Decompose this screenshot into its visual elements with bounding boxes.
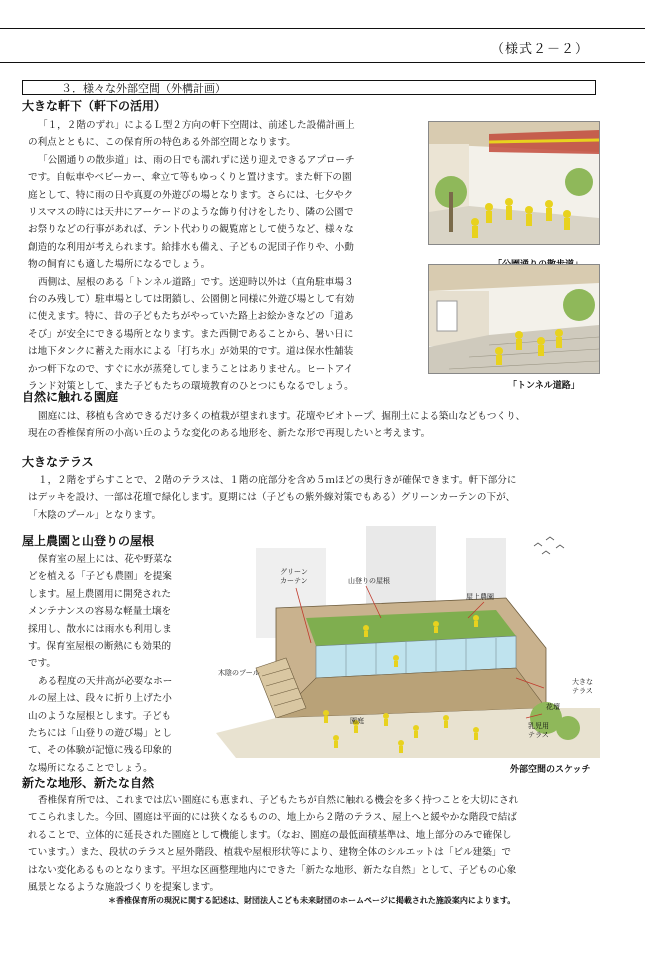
tunnel-road-sketch — [428, 264, 600, 374]
sketch-label-text: 大きな — [572, 678, 593, 686]
park-walkway-illustration — [429, 122, 599, 244]
terrace-line: 「木陰のプール」となります。 — [28, 509, 162, 521]
eaves-line: 西側は、屋根のある「トンネル道路」です。送迎時以外は（直角駐車場３ — [38, 276, 354, 288]
eaves-line: ランド対策として、また子どもたちの環境教育のひとつにもなるでしょう。 — [28, 381, 354, 393]
eaves-line: かつ軒下なので、すぐに水が蒸発してしまうことはありません。ヒートアイ — [28, 363, 354, 375]
roof-line: ある程度の天井高が必要なホー — [38, 675, 173, 687]
eaves-heading: 大きな軒下（軒下の活用） — [22, 99, 167, 113]
roof-line: 山のような屋根とします。子ども — [28, 710, 172, 722]
terrace-line: １，２階をずらすことで、２階のテラスは、１階の庇部分を含め５ｍほどの奥行きが確保できます。軒下部分に — [38, 475, 517, 486]
eaves-line: 庭として、特に雨の日や真夏の外遊びの場となります。さらには、七夕やク — [28, 189, 354, 201]
sketch-label-text: テラス — [572, 687, 593, 695]
sketch-label-big-terrace — [572, 678, 593, 696]
terrain-body — [28, 792, 608, 896]
garden-heading: 自然に触れる園庭 — [22, 390, 119, 404]
sketch-label-text: カーテン — [280, 577, 308, 585]
terrace-body — [28, 472, 608, 524]
garden-line: 現在の香椎保育所の小高い丘のような変化のある地形を、新たな形で再現したいと考えます。 — [28, 428, 431, 440]
roof-line: 保育室の屋上には、花や野菜な — [38, 554, 173, 565]
eaves-line: お祭りなどの行事があれば、テント代わりの観覧席として使うなど、様々な — [28, 224, 354, 236]
sketch-label-shade-pool: 木陰のプール — [218, 669, 260, 677]
eaves-line: 物の飼育にも適した場所になるでしょう。 — [28, 259, 211, 271]
sketch-label-mountain-roof: 山登りの屋根 — [348, 577, 390, 585]
header-rule — [0, 62, 645, 63]
terrain-heading: 新たな地形、新たな自然 — [22, 776, 155, 790]
roof-line: ルの屋上は、段々に折り上げた小 — [28, 693, 172, 705]
roof-line: します。屋上農園用に開発された — [28, 588, 172, 600]
form-number: （様式２－２） — [490, 42, 589, 57]
terrain-line: ています。）また、段状のテラスと屋外階段、植栽や屋根形状等により、建物全体のシルエットは「ビル建築」で — [28, 847, 511, 859]
eaves-line: 台のみ残して）駐車場としては閉鎖し、公園側と同様に外遊び場として有効 — [28, 294, 355, 306]
roof-line: て、その体験が記憶に残る印象的 — [28, 745, 172, 757]
terrace-heading: 大きなテラス — [22, 455, 94, 469]
sketch-label-text: 乳児用 — [528, 722, 549, 730]
terrain-line: 風景となるような施設づくりを提案します。 — [28, 882, 220, 894]
roof-body — [28, 551, 222, 777]
roof-line: たちには「山登りの遊び場」とし — [28, 728, 172, 740]
eaves-line: 「１，２階のずれ」によるＬ型２方向の軒下空間は、前述した設備計画上 — [38, 120, 355, 131]
terrace-line: はデッキを設け、一部は花壇で緑化します。夏期には（子どもの紫外線対策でもある）グリーンカーテンの下が、 — [28, 492, 516, 504]
sketch-label-flowerbed: 花壇 — [546, 703, 560, 711]
section-title: ３．様々な外部空間（外構計画） — [22, 80, 596, 95]
footnote: ＊香椎保育所の現況に関する記述は、財団法人こども未来財団のホームページに掲載された施設案内によります。 — [108, 896, 516, 905]
sketch-label-infant-terrace — [528, 722, 549, 740]
roof-line: な場所になることでしょう。 — [28, 762, 153, 774]
eaves-line: リスマスの時には天井にアーケードのような飾り付けをしたり、隣の公園で — [28, 207, 354, 219]
roof-line: です。 — [28, 658, 57, 670]
terrain-line: てこられました。今回、園庭は平面的には狭くなるものの、地上から２階のテラス、屋上へと緩やかな階段で結ば — [28, 812, 517, 824]
sketch-label-garden: 園庭 — [350, 717, 364, 725]
roof-line: メンテナンスの容易な軽量土壌を — [28, 606, 172, 618]
eaves-line: の利点とともに、この保育所の特色ある外部空間となります。 — [28, 137, 296, 149]
roof-heading: 屋上農園と山登りの屋根 — [22, 534, 155, 548]
eaves-line: 「公園通りの散歩道」は、雨の日でも濡れずに送り迎えできるアプローチ — [38, 154, 355, 166]
garden-line: 園庭には、移植も含めできるだけ多くの植栽が望まれます。花壇やビオトープ、掘削土による築山などもつくり、 — [38, 411, 526, 422]
sketch-label-rooftop-farm: 屋上農園 — [466, 593, 494, 601]
sketch-label-green-curtain — [280, 568, 308, 586]
roof-line: どを植える「子ども農園」を提案 — [28, 571, 172, 583]
eaves-body — [28, 117, 416, 396]
tunnel-road-illustration — [429, 265, 599, 373]
eaves-line: です。自転車やベビーカー、傘立て等もゆっくりと置けます。また軒下の園 — [28, 172, 352, 184]
roof-line: 採用し、散水には雨水も利用しま — [28, 623, 172, 635]
eaves-line: に使えます。特に、昔の子どもたちがやっていた路上お絵かきなどの「道あ — [28, 311, 354, 323]
exterior-space-sketch — [216, 518, 600, 758]
top-rule — [0, 28, 645, 29]
exterior-sketch-caption: 外部空間のスケッチ — [510, 765, 591, 775]
tunnel-road-caption: 「トンネル道路」 — [508, 381, 580, 391]
park-walkway-sketch — [428, 121, 600, 245]
sketch-label-text: テラス — [528, 731, 549, 739]
roof-line: す。保育室屋根の断熱にも効果的 — [28, 641, 172, 653]
terrain-line: 香椎保育所では、これまでは広い園庭にも恵まれ、子どもたちが自然に触れる機会を多く持つことを大切にされ — [38, 795, 519, 806]
terrain-line: れることで、立体的に延長された園庭として機能します。（なお、園庭の最低面積基準は、地上部分のみで確保し — [28, 829, 512, 841]
eaves-line: そび」が安全にできる場所となります。また西側であることから、暑い日に — [28, 328, 354, 340]
eaves-line: 創造的な利用が考えられます。給排水も備え、子どもの泥団子作りや、小動 — [28, 241, 354, 253]
garden-body — [28, 408, 608, 443]
sketch-label-text: グリーン — [280, 568, 308, 576]
eaves-line: は地下タンクに蓄えた雨水による「打ち水」が効果的です。道は保水性舗装 — [28, 346, 354, 358]
terrain-line: はない変化あるものとなります。平坦な区画整理地内にできた「新たな地形、新たな自然」として、子どもの心象 — [28, 864, 517, 876]
